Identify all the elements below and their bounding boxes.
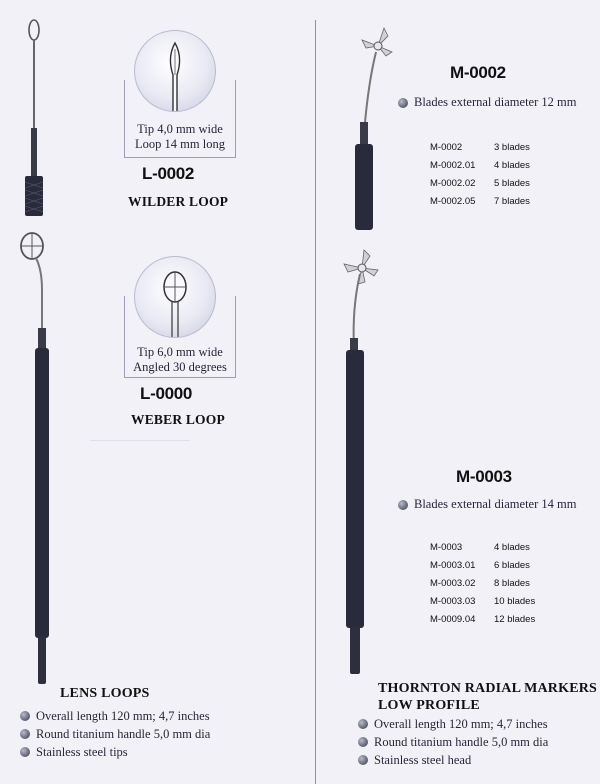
table-row [430,174,530,192]
weber-tip-text [124,345,236,375]
variant-code: M-0003.01 [430,559,476,571]
variant-code: M-0002.05 [430,195,476,207]
m0002-variant-table [430,138,530,210]
bullet-text: Round titanium handle 5,0 mm dia [374,734,549,749]
bullet-text: Overall length 120 mm; 4,7 inches [36,708,210,723]
variant-blades: 8 blades [494,577,530,589]
lens-loops-heading: LENS LOOPS [60,686,150,701]
variant-blades: 5 blades [494,177,530,189]
bullet-icon [358,755,368,765]
variant-blades: 10 blades [494,595,536,607]
m0003-variant-table [430,538,535,628]
table-row [430,138,530,156]
bullet-item [358,733,548,751]
lens-loops-bullets [20,707,210,761]
bullet-item [358,751,548,769]
variant-code: M-0002.02 [430,177,476,189]
variant-blades: 7 blades [494,195,530,207]
m0002-marker-instrument [338,24,398,234]
variant-code: M-0003.03 [430,595,476,607]
wilder-tip-magnifier [134,30,216,112]
variant-blades: 4 blades [494,159,530,171]
variant-code: M-0003 [430,541,463,553]
table-row [430,538,535,556]
m0003-spec-text: Blades external diameter 14 mm [414,497,577,511]
wilder-loop-instrument [20,18,50,218]
thornton-heading-line1: THORNTON RADIAL MARKERS [378,681,598,696]
variant-code: M-0002.01 [430,159,476,171]
m0002-spec-text: Blades external diameter 12 mm [414,95,577,109]
m0003-marker-instrument [326,248,396,678]
wilder-tip-line2: Loop 14 mm long [135,137,225,151]
bullet-icon [398,500,408,510]
weber-tip-icon [135,257,216,338]
bullet-icon [20,747,30,757]
bullet-icon [358,737,368,747]
thornton-heading [378,680,597,714]
table-row [430,192,530,210]
table-row [430,156,530,174]
bullet-item [20,743,210,761]
table-row [430,610,535,628]
m0003-code: M-0003 [456,467,512,486]
bullet-icon [358,719,368,729]
bullet-text: Stainless steel head [374,752,472,767]
variant-code: M-0002 [430,141,463,153]
m0002-spec [398,95,576,110]
variant-code: M-0003.02 [430,577,476,589]
bullet-text: Stainless steel tips [36,744,128,759]
table-row [430,592,535,610]
m0003-spec [398,497,576,512]
bullet-item [358,715,548,733]
bullet-icon [20,711,30,721]
column-divider [315,20,316,784]
table-row [430,574,535,592]
weber-code: L-0000 [140,384,193,403]
weber-tip-line1: Tip 6,0 mm wide [137,345,223,359]
thornton-heading-line2: LOW PROFILE [378,698,480,713]
bullet-text: Round titanium handle 5,0 mm dia [36,726,211,741]
bullet-icon [20,729,30,739]
weber-tip-line2: Angled 30 degrees [133,360,227,374]
thornton-bullets [358,715,548,769]
faint-background-text [90,440,190,480]
table-row [430,556,535,574]
variant-blades: 6 blades [494,559,530,571]
wilder-tip-line1: Tip 4,0 mm wide [137,122,223,136]
bullet-text: Overall length 120 mm; 4,7 inches [374,716,548,731]
wilder-tip-icon [135,31,216,112]
weber-loop-instrument [16,228,66,688]
variant-blades: 12 blades [494,613,536,625]
variant-code: M-0009.04 [430,613,476,625]
wilder-tip-text [124,122,236,152]
m0002-code: M-0002 [450,63,506,82]
bullet-item [20,707,210,725]
wilder-code: L-0002 [142,164,195,183]
weber-tip-magnifier [134,256,216,338]
weber-name: WEBER LOOP [131,412,225,427]
wilder-name: WILDER LOOP [128,194,229,209]
variant-blades: 3 blades [494,141,530,153]
bullet-item [20,725,210,743]
bullet-icon [398,98,408,108]
variant-blades: 4 blades [494,541,530,553]
